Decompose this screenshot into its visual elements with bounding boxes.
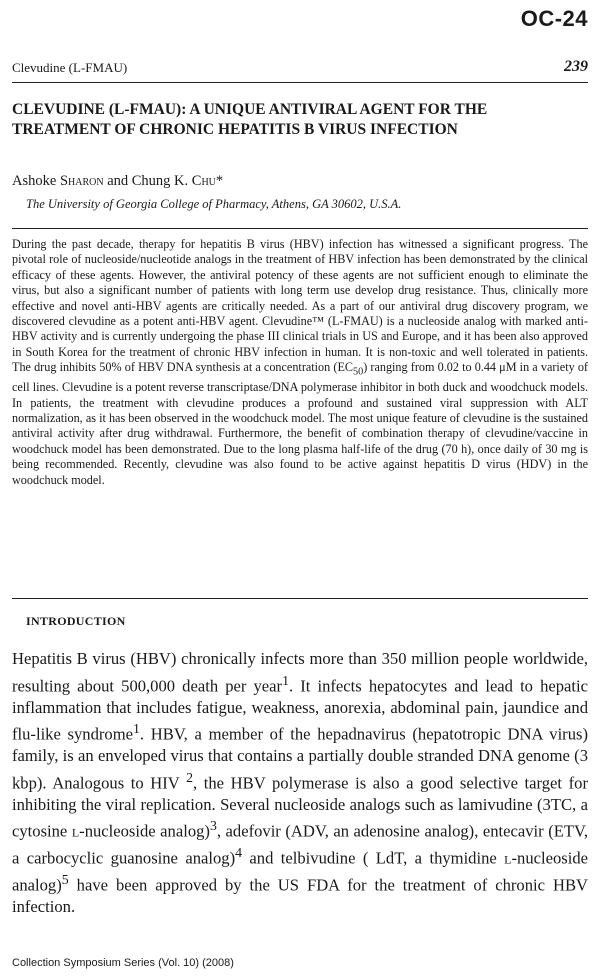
abstract-text-1: During the past decade, therapy for hepatitis B virus (HBV) infection has witnessed a significant progress. The pivotal role of nucleoside/nucleotide analogs in the treatment of HBV infection has been demonstrated by the clinical efficacy of these agents. However, the antiviral potency of these agents are not sufficient enough to eliminate the virus, but also a significant number of patients with long term use develop drug resistance. Thus, clinically more effective and novel anti-HBV agents are critically needed. As a part of our antiviral drug discovery program, we discovered clevudine as a potent anti-HBV agent. Clevudine™ (L-FMAU) is a nucleoside analog with marked anti-HBV activity and is currently undergoing the phase III clinical trials in US and Europe, and it has been also approved in South Korea for the treatment of chronic HBV infection in human. It is non-toxic and well tolerated in patients. The drug inhibits 50% of HBV DNA synthesis at a concentration (EC xyxy=(12,237,588,375)
abstract-text-2: ) ranging from 0.02 to 0.44 μM in a variety of cell lines. Clevudine is a potent reverse transcriptase/DNA polymerase inhibitor in both duck and woodchuck models. In patients, the treatment with clevudine produces a profound and sustained viral suppression with ALT normalization, as it has been observed in the woodchuck model. The most unique feature of clevudine is the sustained antiviral activity after drug withdrawal. Furthermore, the benefit of combination therapy of clevudine/vaccine in woodchuck model has been demonstrated. Due to the long plasma half-life of the drug (70 h), once daily of 30 mg is being recommended. Recently, clevudine was also found to be active against hepatitis D virus (HDV) in the woodchuck model. xyxy=(12,360,588,487)
footer-series: Collection Symposium Series (Vol. 10) (2008) xyxy=(12,957,234,969)
citation-ref: 4 xyxy=(235,845,243,861)
intro-text: , adefovir (ADV, an adenosine analog), entecavir (ETV, a carbocyclic guanosine analog) xyxy=(12,821,588,868)
section-heading-introduction: INTRODUCTION xyxy=(26,614,126,628)
intro-text: , the HBV polymerase is also a good selective target for inhibiting the viral replication. Several nucleoside analogs such as lamivudine (3TC, a cytosine xyxy=(12,773,588,841)
intro-text: and telbivudine ( LdT, a thymidine xyxy=(242,848,505,868)
intro-text: -nucleoside analog) xyxy=(12,848,588,895)
citation-ref: 5 xyxy=(61,872,69,888)
page-number: 239 xyxy=(564,58,588,75)
paper-title: CLEVUDINE (L-FMAU): A UNIQUE ANTIVIRAL AGENT FOR THE TREATMENT OF CHRONIC HEPATITIS B VIRUS INFECTION xyxy=(12,101,488,138)
intro-text: -nucleoside analog) xyxy=(79,821,210,841)
citation-ref: 1 xyxy=(133,721,140,737)
abstract xyxy=(12,237,588,488)
intro-text: have been approved by the US FDA for the treatment of chronic HBV infection. xyxy=(12,875,588,917)
author-line xyxy=(12,173,223,190)
introduction-body xyxy=(12,648,588,918)
l-prefix: l xyxy=(71,821,80,841)
author-2-surname: Chu xyxy=(191,173,216,189)
author-connector: and Chung K. xyxy=(103,173,192,189)
intro-text: Hepatitis B virus (HBV) chronically infects more than 350 million people worldwide, resulting about 500,000 death per year xyxy=(12,649,588,696)
affiliation: The University of Georgia College of Pharmacy, Athens, GA 30602, U.S.A. xyxy=(26,197,402,211)
l-prefix: l xyxy=(504,848,512,868)
citation-ref: 3 xyxy=(209,818,217,834)
running-header xyxy=(12,58,588,83)
abstract-bottom-rule xyxy=(12,598,588,599)
corresponding-mark: * xyxy=(215,173,224,189)
section-badge: OC-24 xyxy=(520,6,588,31)
author-1-surname: Sharon xyxy=(59,173,104,189)
citation-ref: 2 xyxy=(186,769,194,785)
abstract-top-rule xyxy=(12,228,588,229)
citation-ref: 1 xyxy=(282,672,289,688)
ec50-subscript: 50 xyxy=(353,366,364,378)
running-title: Clevudine (L-FMAU) xyxy=(12,60,128,75)
intro-text: . It infects hepatocytes and lead to hepatic inflammation that includes fatigue, weakness, anorexia, abdominal pain, jaundice and flu-like syndrome xyxy=(12,676,588,744)
intro-text: . HBV, a member of the hepadnavirus (hepatotropic DNA virus) family, is an enveloped virus that contains a partially double stranded DNA genome (3 kbp). Analogous to HIV xyxy=(12,724,588,793)
author-1-first: Ashoke xyxy=(12,173,60,189)
